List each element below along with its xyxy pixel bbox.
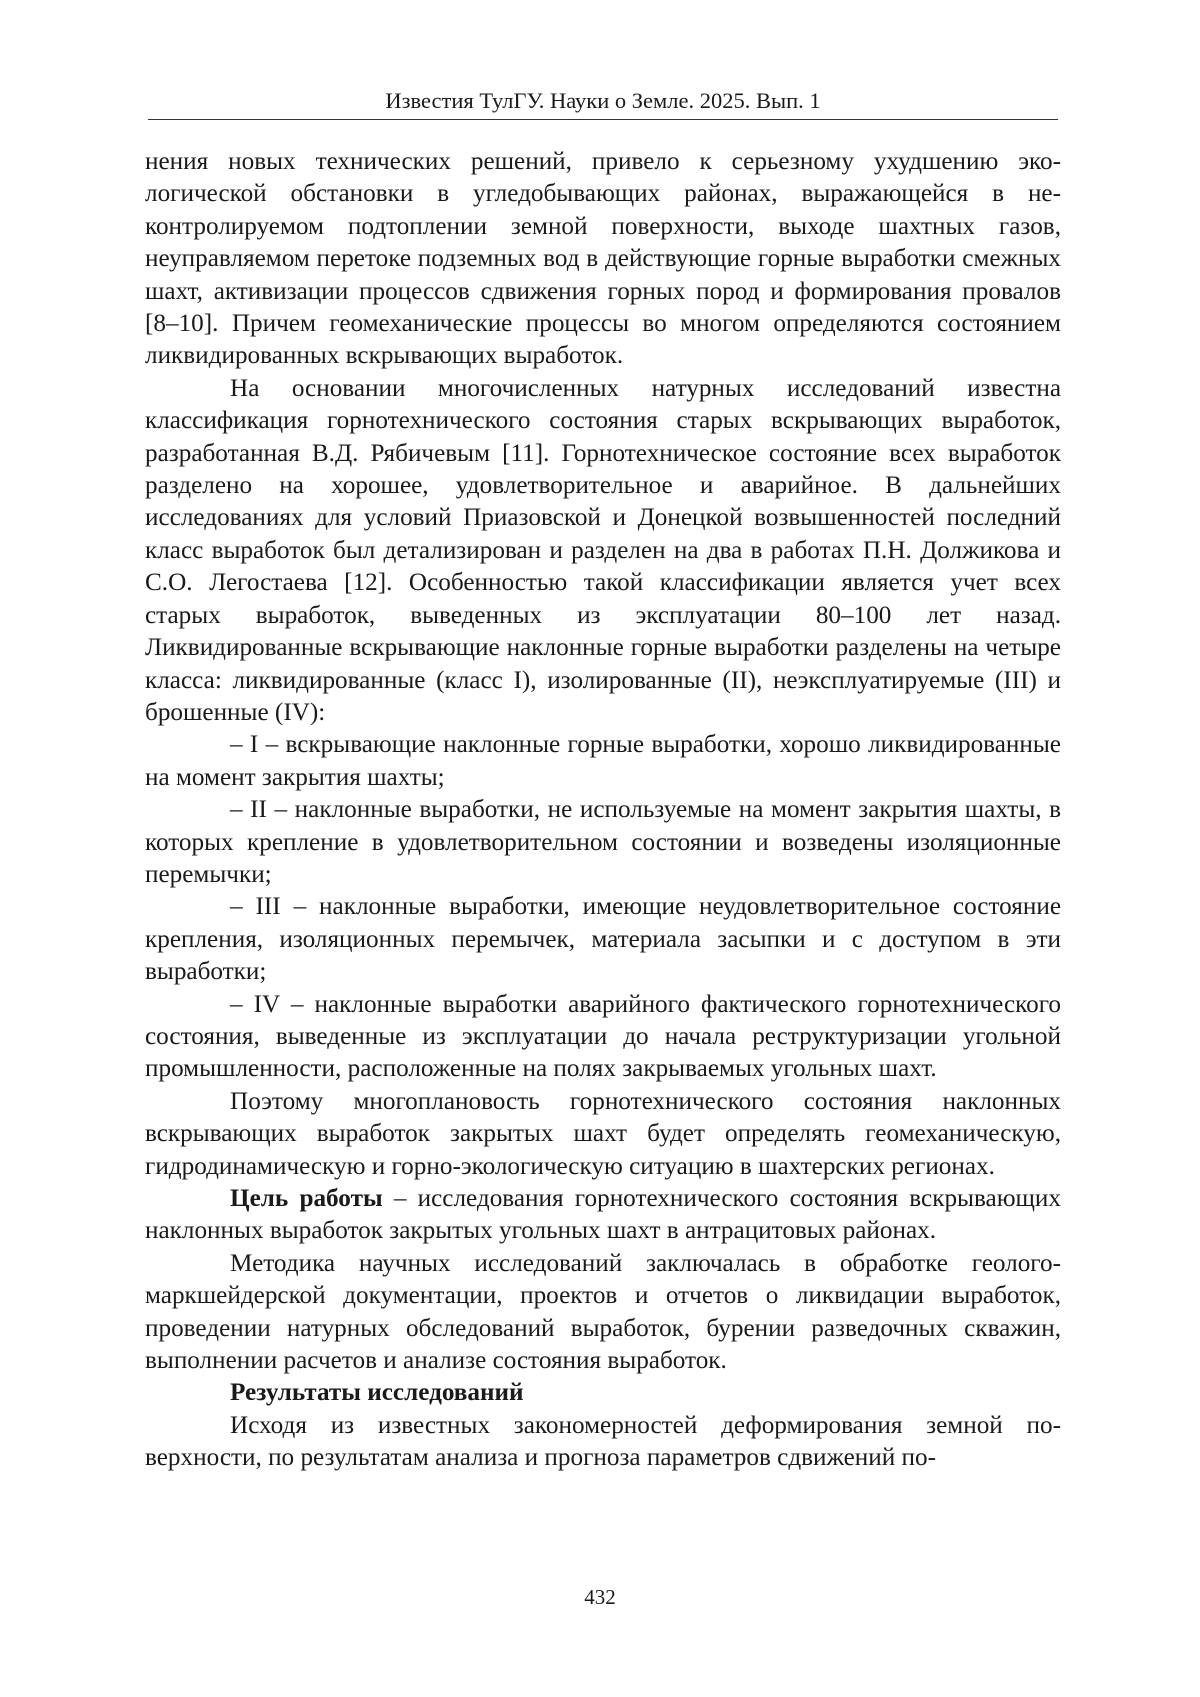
paragraph-methodology: Методика научных исследований заключалась в обработке геолого-маркшейдерской документации, проектов и отчетов о ликвидации выработок, проведении натурных обследований выработок, бурении разведочных скважин, выполнении расчетов и анализе состояния выработок. [145, 1249, 1061, 1375]
header-divider [148, 119, 1058, 120]
paragraph-conclusion: Поэтому многоплановость горнотехнического состояния наклонных вскрывающих выработок закрытых шахт будет определять геомеханическую, гидродинамическую и горно-экологическую ситуацию в шахтерских регионах. [145, 1087, 1061, 1180]
paragraph-results: Исходя из известных закономерностей деформирования земной поверхности, по результатам анализа и прогноза параметров сдвижений по- [145, 1411, 1061, 1472]
list-item-class-1: – I – вскрывающие наклонные горные выработки, хорошо ликвидированные на момент закрытия шахты; [145, 731, 1061, 791]
running-header: Известия ТулГУ. Науки о Земле. 2025. Вып. 1 [385, 88, 821, 113]
paragraph-classification: На основании многочисленных натурных исследований известна классификация горнотехнического состояния старых вскрывающих выработок, разработанная В.Д. Рябичевым [11]. Горнотехническое состояние всех выработок разделено на хорошее, удовлетворительное и аварийное. В дальнейших исследованиях для условий Приазовской и Донецкой возвышенностей последний класс выработок был детализирован и разделен на два в работах П.Н. Должикова и С.О. Легостаева [12]. Особенностью такой классификации является учет всех старых выработок, выведенных из эксплуатации 80–100 лет назад. Ликвидированные вскрывающие наклонные горные выработки разделены на четыре класса: ликвидированные (класс I), изолированные (II), неэксплуатируемые (III) и брошенные (IV): [145, 374, 1061, 726]
goal-text: – исследования горнотехнического состояния вскрывающих наклонных выработок закрытых угольных шахт в антрацитовых районах. [145, 1185, 1061, 1245]
section-heading-results: Результаты исследований [230, 1379, 524, 1407]
paragraph-goal [145, 1183, 1061, 1248]
page-number: 432 [584, 1585, 616, 1609]
list-item-class-2: – II – наклонные выработки, не используемые на момент закрытия шахты, в которых крепление в удовлетворительном состоянии и возведены изоляционные перемычки; [145, 796, 1061, 888]
goal-label: Цель работы [230, 1185, 383, 1212]
list-item-class-3: – III – наклонные выработки, имеющие неудовлетворительное состояние крепления, изоляционных перемычек, материала засыпки и с доступом в эти выработки; [145, 893, 1061, 986]
paragraph-continuation: нения новых технических решений, привело к серьезному ухудшению экологической обстановки в угледобывающих районах, выражающейся в неконтролируемом подтоплении земной поверхности, выходе шахтных газов, неуправляемом перетоке подземных вод в действующие горные выработки смежных шахт, активизации процессов сдвижения горных пород и формирования провалов [8–10]. Причем геомеханические процессы во многом определяются состоянием ликвидированных вскрывающих выработок. [145, 148, 1061, 370]
list-item-class-4: – IV – наклонные выработки аварийного фактического горнотехнического состояния, выведенные из эксплуатации до начала реструктуризации угольной промышленности, расположенные на полях закрываемых угольных шахт. [145, 990, 1061, 1083]
article-body [145, 146, 1061, 1475]
